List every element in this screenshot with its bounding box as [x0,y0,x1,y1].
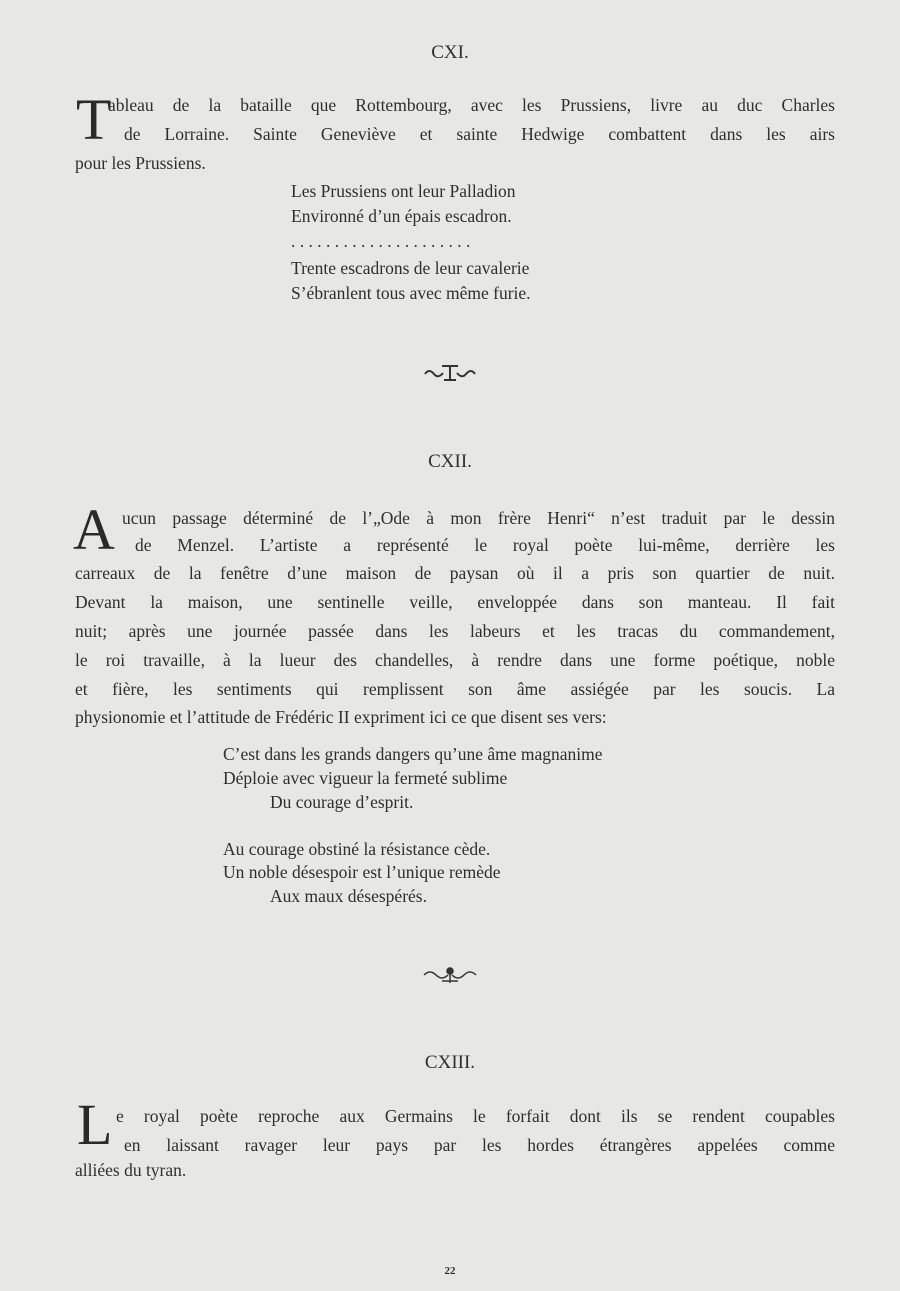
paragraph-line: ableau de la bataille que Rottembourg, avec les Prussiens, livre au duc Charles [108,95,835,115]
drop-cap-t: T [76,87,112,152]
paragraph-line: nuit; après une journée passée dans les labeurs et les tracas du commandement, [75,621,835,641]
paragraph-line: de Lorraine. Sainte Geneviève et sainte Hedwige combattent dans les airs [124,124,835,144]
paragraph-line: physionomie et l’attitude de Frédéric II expriment ici ce que disent ses vers: [75,707,607,727]
paragraph-line: pour les Prussiens. [75,153,206,173]
paragraph-line: carreaux de la fenêtre d’une maison de paysan où il a pris son quartier de nuit. [75,563,835,583]
paragraph-line: et fière, les sentiments qui remplissent son âme assiégée par les soucis. La [75,679,835,699]
verse-line: Du courage d’esprit. [270,792,414,812]
paragraph-line: le roi travaille, à la lueur des chandelles, à rendre dans une forme poétique, noble [75,650,835,670]
verse-line: Aux maux désespérés. [270,886,427,906]
drop-cap-l: L [77,1092,113,1157]
paragraph-line: alliées du tyran. [75,1160,187,1180]
paragraph-line: Devant la maison, une sentinelle veille, enveloppée dans son manteau. Il fait [75,592,835,612]
page-number: 22 [444,1265,456,1277]
verse-line: Trente escadrons de leur cavalerie [291,258,530,278]
ornament-fleuron [420,362,480,384]
verse-line: Un noble désespoir est l’unique remède [223,862,501,882]
verse-line: Au courage obstiné la résistance cède. [223,839,491,859]
verse-line: Les Prussiens ont leur Palladion [291,181,516,201]
paragraph-line: e royal poète reproche aux Germains le forfait dont ils se rendent coupables [116,1106,835,1126]
section-heading-cxii: CXII. [428,451,472,472]
verse-line: C’est dans les grands dangers qu’une âme magnanime [223,744,603,764]
verse-ellipsis: . . . . . . . . . . . . . . . . . . . . . [291,231,471,251]
verse-line: S’ébranlent tous avec même furie. [291,283,531,303]
paragraph-line: en laissant ravager leur pays par les hordes étrangères appelées comme [124,1135,835,1155]
verse-line: Environné d’un épais escadron. [291,206,512,226]
section-heading-cxi: CXI. [431,42,469,63]
paragraph-line: ucun passage déterminé de l’„Ode à mon frère Henri“ n’est traduit par le dessin [122,508,835,528]
section-heading-cxiii: CXIII. [424,1052,476,1073]
ornament-fleuron [420,965,480,987]
paragraph-line: de Menzel. L’artiste a représenté le royal poète lui-même, derrière les [135,535,835,555]
drop-cap-a: A [73,497,115,562]
verse-line: Déploie avec vigueur la fermeté sublime [223,768,508,788]
